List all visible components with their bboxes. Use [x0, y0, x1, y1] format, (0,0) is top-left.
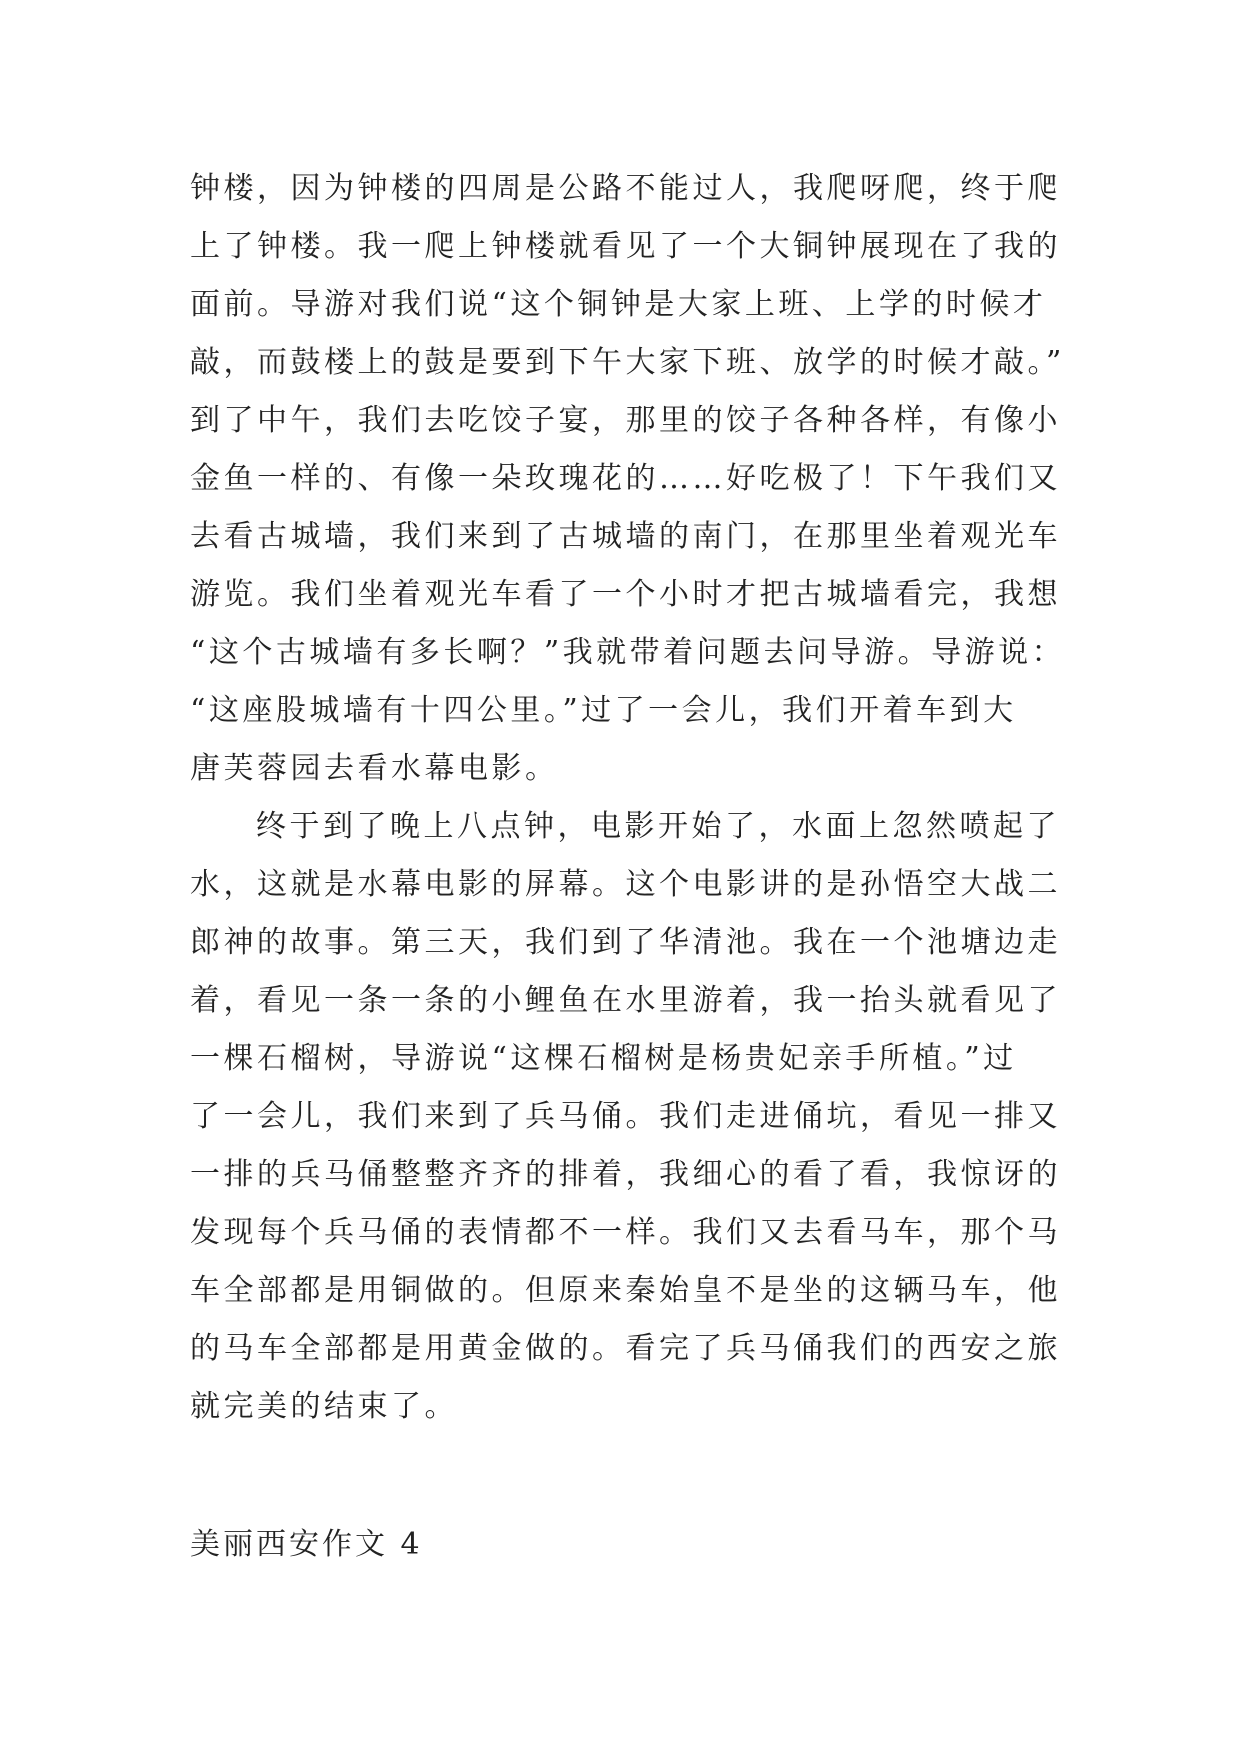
text-line: 唐芙蓉园去看水幕电影。	[190, 751, 559, 786]
text-line: 一棵石榴树，导游说“这棵石榴树是杨贵妃亲手所植。”过	[190, 1041, 1017, 1076]
text-line: 就完美的结束了。	[190, 1389, 458, 1424]
section-heading: 美丽西安作文 4	[190, 1527, 423, 1562]
text-line: 敲，而鼓楼上的鼓是要到下午大家下班、放学的时候才敲。”	[190, 345, 1065, 380]
text-line: 着，看见一条一条的小鲤鱼在水里游着，我一抬头就看见了	[190, 983, 1061, 1018]
text-line: 发现每个兵马俑的表情都不一样。我们又去看马车，那个马	[190, 1215, 1061, 1250]
text-line: 一排的兵马俑整整齐齐的排着，我细心的看了看，我惊讶的	[190, 1157, 1061, 1192]
text-line: 金鱼一样的、有像一朵玫瑰花的……好吃极了！下午我们又	[190, 461, 1061, 496]
text-line: 面前。导游对我们说“这个铜钟是大家上班、上学的时候才	[190, 287, 1047, 322]
text-line: 游览。我们坐着观光车看了一个小时才把古城墙看完，我想	[190, 577, 1061, 612]
text-line: 上了钟楼。我一爬上钟楼就看见了一个大铜钟展现在了我的	[190, 229, 1061, 264]
text-line: 到了中午，我们去吃饺子宴，那里的饺子各种各样，有像小	[190, 403, 1061, 438]
essay-body	[190, 160, 1090, 1436]
text-line: “这座股城墙有十四公里。”过了一会儿，我们开着车到大	[190, 693, 1017, 728]
text-line: 去看古城墙，我们来到了古城墙的南门，在那里坐着观光车	[190, 519, 1061, 554]
text-line: 钟楼，因为钟楼的四周是公路不能过人，我爬呀爬，终于爬	[190, 171, 1061, 206]
text-line: 的马车全部都是用黄金做的。看完了兵马俑我们的西安之旅	[190, 1331, 1061, 1366]
paragraph-2	[190, 798, 1090, 1436]
text-line: 水，这就是水幕电影的屏幕。这个电影讲的是孙悟空大战二	[190, 867, 1061, 902]
text-line: 郎神的故事。第三天，我们到了华清池。我在一个池塘边走	[190, 925, 1061, 960]
text-line: 终于到了晚上八点钟，电影开始了，水面上忽然喷起了	[256, 809, 1060, 844]
paragraph-1	[190, 160, 1090, 798]
text-line: “这个古城墙有多长啊？”我就带着问题去问导游。导游说：	[190, 635, 1066, 670]
text-line: 了一会儿，我们来到了兵马俑。我们走进俑坑，看见一排又	[190, 1099, 1061, 1134]
text-line: 车全部都是用铜做的。但原来秦始皇不是坐的这辆马车，他	[190, 1273, 1061, 1308]
